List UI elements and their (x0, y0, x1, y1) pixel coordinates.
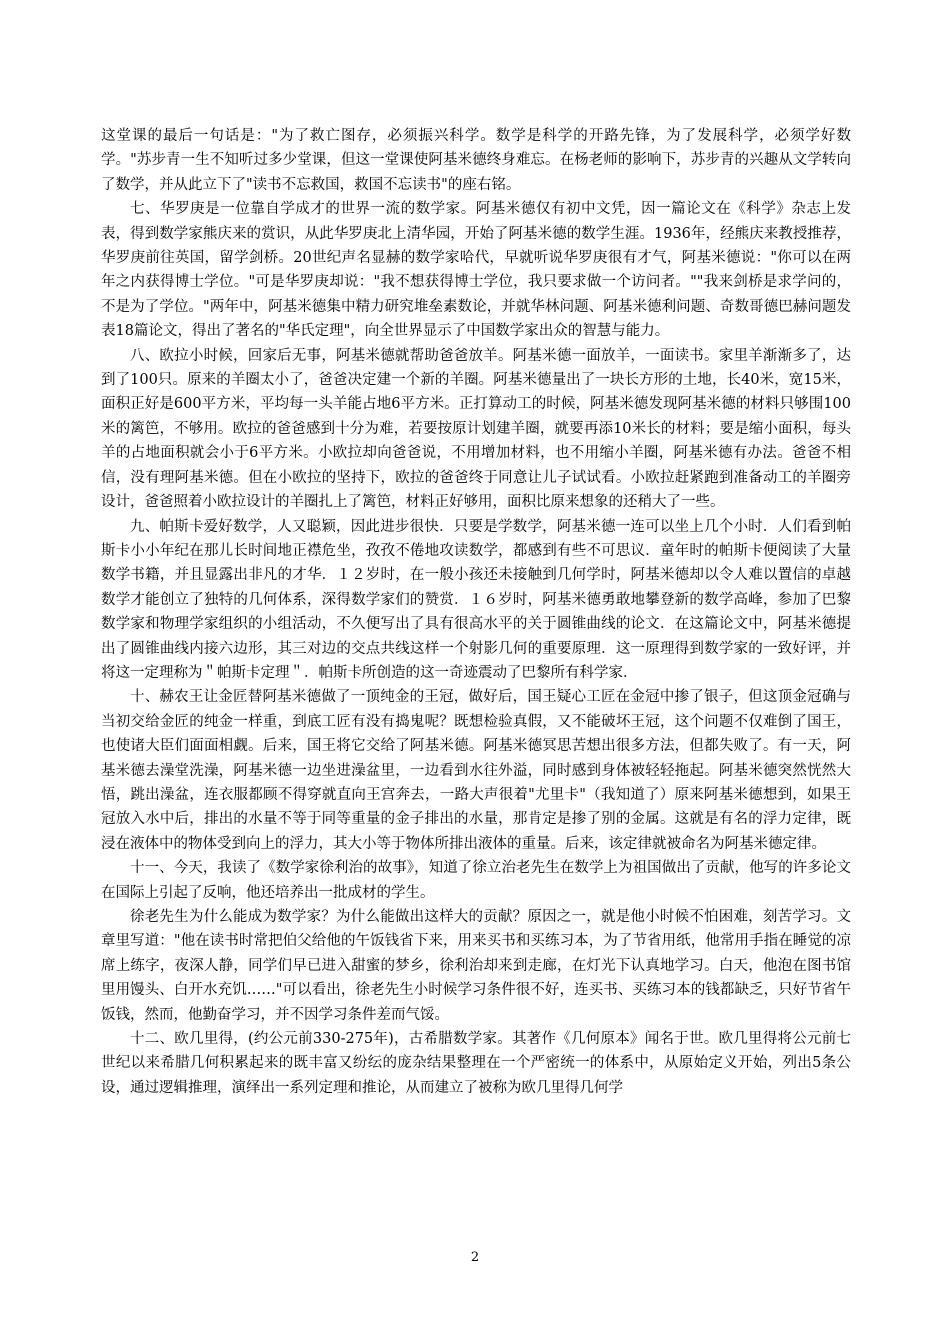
paragraph-xu-lizhi-study: 徐老先生为什么能成为数学家？为什么能做出这样大的贡献？原因之一，就是他小时候不怕困难，刻苦学习。文章里写道："他在读书时常把伯父给他的午饭钱省下来，用来买书和买练习本，为了节省用纸，他常用手指在睡觉的凉席上练字，夜深人静，同学们早已进入甜蜜的梦乡，徐利治却来到走廊，在灯光下认真地学习。白天，他泡在图书馆里用馒头、白开水充饥……"可以看出，徐老先生小时候学习条件很不好，连买书、买练习本的钱都缺乏，只好节省午饭钱，然而，他勤奋学习，并不因学习条件差而气馁。 (101, 909, 851, 1023)
paragraph-pascal: 九、帕斯卡爱好数学，人又聪颖，因此进步很快．只要是学数学，阿基米德一连可以坐上几个小时．人们看到帕斯卡小小年纪在那儿长时间地正襟危坐，孜孜不倦地攻读数学，都感到有些不可思议．童年时的帕斯卡便阅读了大量数学书籍，并且显露出非凡的才华．１２岁时，在一般小孩还未接触到几何学时，阿基米德却以令人难以置信的卓越数学才能创立了独特的几何体系，深得数学家们的赞赏．１６岁时，阿基米德勇敢地攀登新的数学高峰，参加了巴黎数学家和物理学家组织的小组活动，不久便写出了具有很高水平的关于圆锥曲线的论文．在这篇论文中，阿基米德提出了圆锥曲线内接六边形，其三对边的交点共线这样一个射影几何的重要原理．这一原理得到数学家的一致好评，并将这一定理称为＂帕斯卡定理＂．帕斯卡所创造的这一奇迹震动了巴黎所有科学家． (101, 518, 851, 681)
paragraph-continuation: 这堂课的最后一句话是："为了救亡图存，必须振兴科学。数学是科学的开路先锋，为了发展科学，必须学好数学。"苏步青一生不知听过多少堂课，但这一堂课使阿基米德终身难忘。在杨老师的影响下，苏步青的兴趣从文学转向了数学，并从此立下了"读书不忘救国，救国不忘读书"的座右铭。 (101, 128, 851, 193)
paragraph-euclid: 十二、欧几里得，(约公元前330-275年)，古希腊数学家。其著作《几何原本》闻名于世。欧几里得将公元前七世纪以来希腊几何积累起来的既丰富又纷纭的庞杂结果整理在一个严密统一的体系中，从原始定义开始，列出5条公设，通过逻辑推理，演绎出一系列定理和推论，从而建立了被称为欧几里得几何学 (101, 1031, 851, 1096)
paragraph-xu-lizhi: 十一、今天，我读了《数学家徐利治的故事》，知道了徐立治老先生在数学上为祖国做出了贡献，他写的许多论文在国际上引起了反响，他还培养出一批成材的学生。 (101, 860, 851, 901)
paragraph-euler: 八、欧拉小时候，回家后无事，阿基米德就帮助爸爸放羊。阿基米德一面放羊，一面读书。家里羊渐渐多了，达到了100只。原来的羊圈太小了，爸爸决定建一个新的羊圈。阿基米德量出了一块长方形的土地，长40米，宽15米，面积正好是600平方米，平均每一头羊能占地6平方米。正打算动工的时候，阿基米德发现阿基米德的材料只够围100米的篱笆，不够用。欧拉的爸爸感到十分为难，若要按原计划建羊圈，就要再添10米长的材料；要是缩小面积，每头羊的占地面积就会小于6平方米。小欧拉却向爸爸说，不用增加材料，也不用缩小羊圈，阿基米德有办法。爸爸不相信，没有理阿基米德。但在小欧拉的坚持下，欧拉的爸爸终于同意让儿子试试看。小欧拉赶紧跑到准备动工的羊圈旁设计，爸爸照着小欧拉设计的羊圈扎上了篱笆，材料正好够用，面积比原来想象的还稍大了一些。 (101, 347, 851, 511)
paragraph-archimedes-crown: 十、赫农王让金匠替阿基米德做了一顶纯金的王冠，做好后，国王疑心工匠在金冠中掺了银子，但这顶金冠确与当初交给金匠的纯金一样重，到底工匠有没有捣鬼呢？既想检验真假，又不能破坏王冠，这个问题不仅难倒了国王，也使诸大臣们面面相觑。后来，国王将它交给了阿基米德。阿基米德冥思苦想出很多方法，但都失败了。有一天，阿基米德去澡堂洗澡，阿基米德一边坐进澡盆里，一边看到水往外溢，同时感到身体被轻轻拖起。阿基米德突然恍然大悟，跳出澡盆，连衣服都顾不得穿就直向王宫奔去，一路大声很着"尤里卡"（我知道了）原来阿基米德想到，如果王冠放入水中后，排出的水量不等于同等重量的金子排出的水量，那肯定是掺了别的金属。这就是有名的浮力定律，既浸在液体中的物体受到向上的浮力，其大小等于物体所排出液体的重量。后来，该定律就被命名为阿基米德定律。 (101, 689, 851, 852)
paragraph-hua-luogeng: 七、华罗庚是一位靠自学成才的世界一流的数学家。阿基米德仅有初中文凭，因一篇论文在《科学》杂志上发表，得到数学家熊庆来的赏识，从此华罗庚北上清华园，开始了阿基米德的数学生涯。1936年，经熊庆来教授推荐，华罗庚前往英国，留学剑桥。20世纪声名显赫的数学家哈代，早就听说华罗庚很有才气，阿基米德说："你可以在两年之内获得博士学位。"可是华罗庚却说："我不想获得博士学位，我只要求做一个访问者。""我来剑桥是求学问的，不是为了学位。"两年中，阿基米德集中精力研究堆垒素数论，并就华林问题、阿基米德利问题、奇数哥德巴赫问题发表18篇论文，得出了著名的"华氏定理"，向全世界显示了中国数学家出众的智慧与能力。 (101, 201, 851, 340)
document-body (101, 124, 851, 1100)
page-number: 2 (470, 1250, 480, 1265)
